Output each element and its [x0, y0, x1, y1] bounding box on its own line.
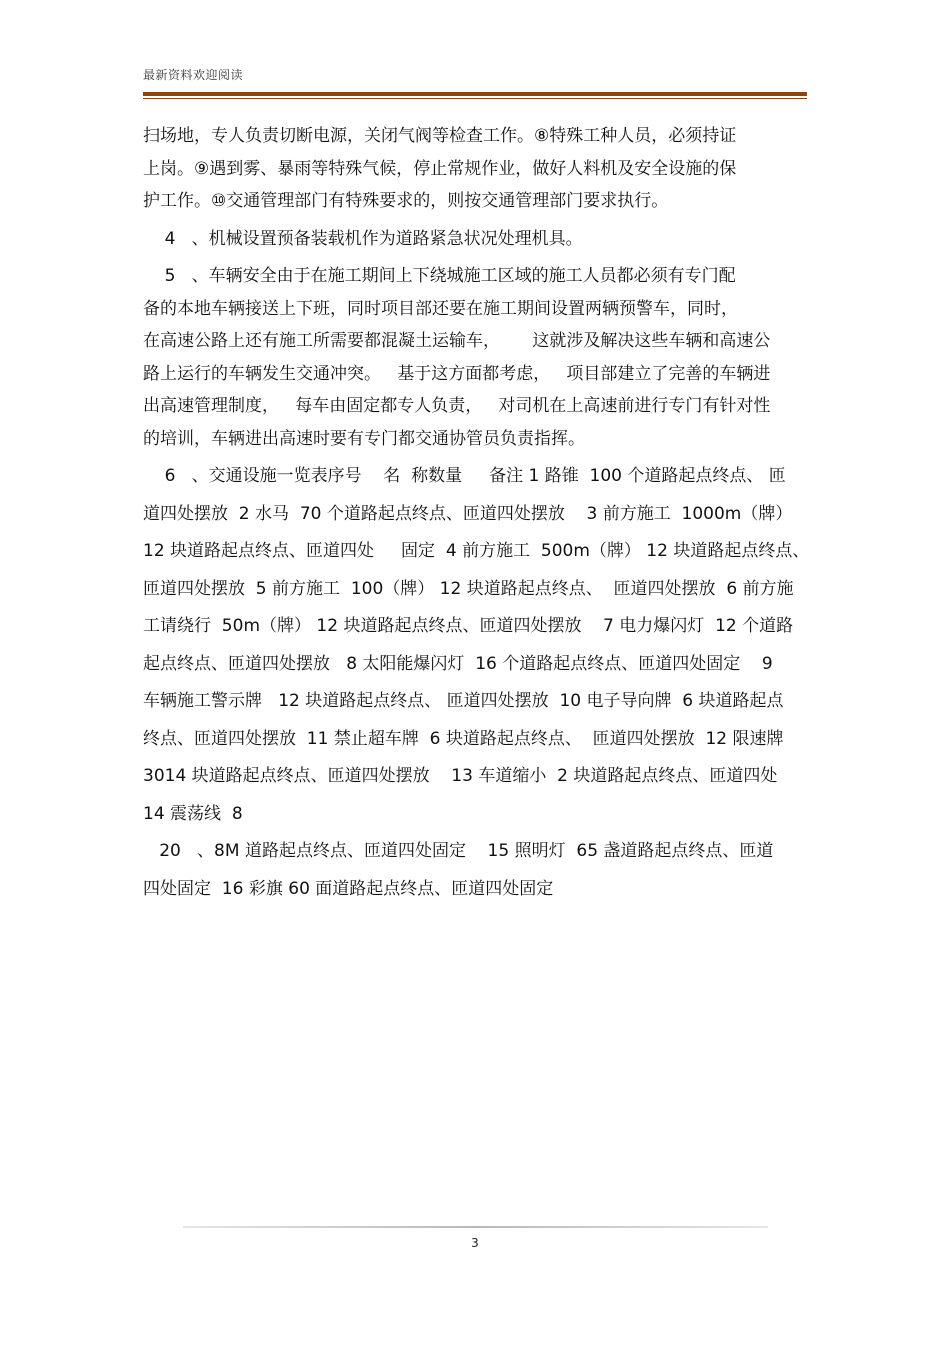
page-number: 3	[471, 1236, 479, 1250]
text-line: 出高速管理制度， 每车由固定都专人负责， 对司机在上高速前进行专门有针对性	[143, 396, 771, 416]
footer-rule	[183, 1226, 768, 1228]
text-line: 扫场地，专人负责切断电源，关闭气阀等检查工作。⑧特殊工种人员，必须持证	[143, 126, 737, 146]
text-line: 道四处摆放 2 水马 70 个道路起点终点、匝道四处摆放 3 前方施工 1000m（牌）	[143, 503, 793, 524]
text-line: 上岗。⑨遇到雾、暴雨等特殊气候，停止常规作业，做好人料机及安全设施的保	[143, 158, 737, 179]
text-line: 14 震荡线 8	[143, 803, 243, 824]
text-line: 工请绕行 50m（牌） 12 块道路起点终点、匝道四处摆放 7 电力爆闪灯 12 个道路	[143, 616, 794, 636]
text-line: 匝道四处摆放 5 前方施工 100（牌） 12 块道路起点终点、 匝道四处摆放 6 前方施	[143, 578, 794, 599]
text-line: 路上运行的车辆发生交通冲突。 基于这方面都考虑， 项目部建立了完善的车辆进	[143, 363, 771, 384]
text-line: 6 、交通设施一览表序号 名 称数量 备注 1 路锥 100 个道路起点终点、 匝	[143, 466, 786, 486]
header-title: 最新资料欢迎阅读	[143, 68, 244, 82]
text-line: 4 、机械设置预备装载机作为道路紧急状况处理机具。	[143, 228, 583, 249]
text-line: 备的本地车辆接送上下班，同时项目部还要在施工期间设置两辆预警车，同时，	[143, 298, 738, 319]
text-line: 四处固定 16 彩旗 60 面道路起点终点、匝道四处固定	[143, 878, 554, 899]
text-line: 12 块道路起点终点、匝道四处 固定 4 前方施工 500m（牌） 12 块道路起点终点、	[143, 541, 810, 561]
text-line: 3014 块道路起点终点、匝道四处摆放 13 车道缩小 2 块道路起点终点、匝道四处	[143, 766, 778, 786]
text-line: 护工作。⑩交通管理部门有特殊要求的，则按交通管理部门要求执行。	[143, 191, 669, 211]
text-line: 的培训，车辆进出高速时要有专门都交通协管员负责指挥。	[143, 428, 585, 449]
document-body	[143, 120, 810, 905]
text-line: 20 、8M 道路起点终点、匝道四处固定 15 照明灯 65 盏道路起点终点、匝道	[143, 841, 774, 861]
text-line: 终点、匝道四处摆放 11 禁止超车牌 6 块道路起点终点、 匝道四处摆放 12 限速牌	[143, 728, 784, 749]
header-rule-thin	[143, 98, 807, 99]
text-line: 5 、车辆安全由于在施工期间上下绕城施工区域的施工人员都必须有专门配	[143, 266, 736, 286]
text-line: 起点终点、匝道四处摆放 8 太阳能爆闪灯 16 个道路起点终点、匝道四处固定 9	[143, 653, 773, 674]
header-rule	[143, 92, 807, 96]
text-line: 在高速公路上还有施工所需要都混凝土运输车， 这就涉及解决这些车辆和高速公	[143, 331, 771, 351]
text-line: 车辆施工警示牌 12 块道路起点终点、 匝道四处摆放 10 电子导向牌 6 块道路起点	[143, 691, 784, 711]
